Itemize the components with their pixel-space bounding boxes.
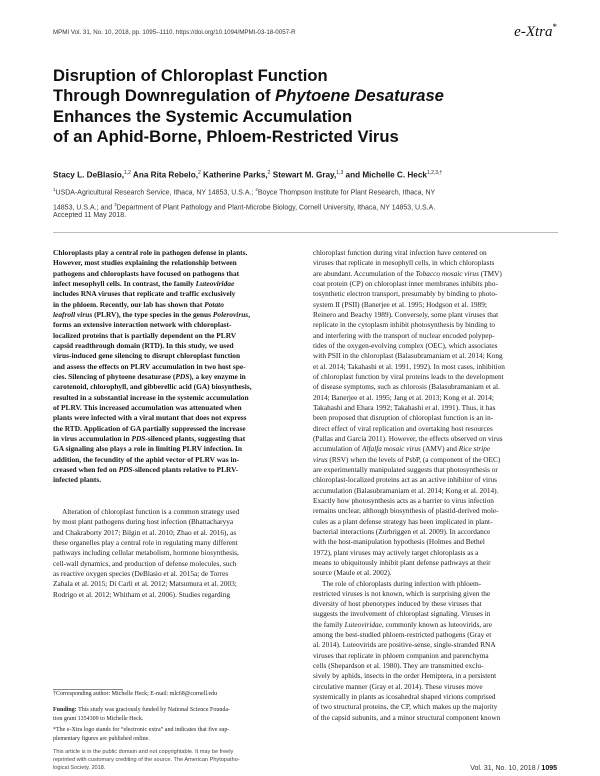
footnote-text: This study was graciously funded by National Science Founda- (76, 707, 231, 713)
page-number: 1095 (541, 765, 557, 772)
footnote-text: tion grant 1354309 to Michelle Heck. (53, 715, 144, 722)
text-line (53, 331, 293, 341)
text-segment: includes RNA viruses that replicate and traffic exclusively (53, 289, 236, 299)
text-line (53, 341, 293, 351)
text-line (313, 506, 558, 516)
title-gene-name: Phytoene Desaturase (275, 86, 444, 106)
accepted-date: Accepted 11 May 2018. (53, 212, 127, 219)
text-line (313, 702, 558, 712)
text-line (313, 444, 558, 454)
text-segment: and interfering with the transport of nuclear encoded polypep- (313, 330, 495, 340)
text-segment: direct effect of viral replication and overtaking host resources (313, 423, 493, 433)
author-name: Stewart M. Gray, (270, 170, 337, 180)
text-segment: tosynthetic electron transport, presumably by binding to photo- (313, 289, 498, 299)
e-xtra-logo (514, 22, 557, 41)
affiliation-text: USDA-Agricultural Research Service, Ithaca, NY 14853, U.S.A.; (55, 189, 256, 197)
text-segment: Reinero and Beachy 1989). Conversely, some plant viruses that (313, 309, 499, 319)
text-segment: plants were infected with a viral mutant that does not express (53, 413, 247, 423)
text-segment: ), a key enzyme in (189, 371, 246, 381)
text-line (53, 310, 293, 320)
author-list (53, 170, 563, 180)
footnote-text: plementary figures are published online. (53, 735, 150, 742)
text-line (53, 372, 293, 382)
footnote-text: †Corresponding author: Michelle Heck; E-mail: mlc68@cornell.edu (53, 691, 218, 697)
funding-label: Funding: (53, 707, 77, 713)
text-segment: cell-wall dynamics, and production of defense molecules, such (53, 558, 237, 568)
text-segment: remains unclear, although biosynthesis of plastid-derived mole- (313, 506, 499, 516)
author-affiliation-mark: 2 (267, 170, 271, 176)
text-segment: cies. Silencing of phytoene desaturase ( (53, 371, 176, 381)
text-segment: Chloroplasts play a central role in pathogen defense in plants. (53, 248, 248, 257)
text-segment: (PLRV), the type species in the genus (92, 309, 213, 319)
footnote-line (53, 706, 293, 715)
text-line (313, 362, 558, 372)
text-segment: -silenced plants relative to PLRV- (132, 464, 239, 474)
text-line (313, 403, 558, 413)
text-segment: circulative manner (Gray et al. 2014). These viruses move (313, 681, 483, 691)
text-line (53, 569, 293, 579)
introduction-left-column (53, 507, 293, 600)
text-segment: accumulation of (313, 444, 363, 454)
italic-term: Alfalfa mosaic virus (362, 444, 421, 454)
text-segment: of PLRV. This increased accumulation was attenuated when (53, 402, 242, 412)
text-segment: accumulation (Balasubramaniam et al. 2014; Kong et al. 2014). (313, 485, 499, 495)
author-name: Stacy L. DeBlasio, (53, 170, 124, 180)
footnote-text: logical Society, 2018. (53, 765, 106, 772)
italic-term: Polerovirus (212, 309, 249, 319)
text-line (313, 455, 558, 465)
text-line (53, 351, 293, 361)
text-line (313, 434, 558, 444)
text-segment: been proposed that disruption of chloroplast function is an in- (313, 413, 494, 423)
text-line (53, 538, 293, 548)
text-segment: Alteration of chloroplast function is a common strategy used (62, 507, 240, 516)
text-segment: and assess the effects on PLRV accumulation in two host spe- (53, 361, 246, 371)
title-line-2 (53, 86, 558, 106)
text-line (53, 517, 293, 527)
text-line (313, 558, 558, 568)
title-line-3: Enhances the Systemic Accumulation (53, 106, 353, 126)
text-line (53, 507, 293, 517)
text-line (53, 279, 293, 289)
text-line (53, 393, 293, 403)
italic-term: PDS (118, 464, 133, 474)
text-segment: with PSII in the chloroplast (Balasubramaniam et al. 2014; Kong (313, 351, 503, 361)
text-line (53, 248, 293, 258)
text-line (53, 528, 293, 538)
text-line (313, 609, 558, 619)
text-segment: of disease symptoms, such as chlorosis (Balasubramaniam et al. (313, 382, 500, 392)
text-segment: as reactive oxygen species (DeBlasio et al. 2015a; de Torres (53, 568, 229, 578)
text-line (313, 320, 558, 330)
title-line-1: Disruption of Chloroplast Function (53, 66, 328, 85)
text-line (313, 331, 558, 341)
italic-term: virus (313, 454, 328, 464)
text-line (313, 310, 558, 320)
text-segment: and Chakraborty 2017; Bilgin et al. 2010; Zhao et al. 2016), as (53, 527, 237, 537)
affiliation-mark: 2 (255, 187, 258, 192)
text-line (53, 579, 293, 589)
text-segment: the family (313, 619, 345, 629)
author-affiliation-mark: 1,2,3,† (426, 170, 443, 176)
text-segment: Takahashi and Ehara 1992; Takahashi et al. 1991). Thus, it has (313, 402, 496, 412)
text-line (313, 651, 558, 661)
e-xtra-note (53, 726, 293, 743)
text-segment: forms an extensive interaction network with chloroplast- (53, 320, 232, 330)
text-segment: capsid readthrough domain (RTD). In this study, we used (53, 340, 234, 350)
text-line (53, 548, 293, 558)
text-segment: of two structural proteins, the CP, which makes up the majority (313, 702, 498, 712)
text-segment: bacterial interactions (Zurbriggen et al. 2009). In accordance (313, 526, 491, 536)
text-segment: resulted in a substantial increase in the systemic accumulation (53, 392, 249, 402)
text-segment: addition, the fecundity of the aphid vector of PLRV was in- (53, 454, 240, 464)
text-segment: of the capsid subunits, and a minor structural component known (313, 712, 501, 722)
author-affiliation-mark: 1,2 (124, 170, 131, 176)
text-line (313, 568, 558, 578)
text-line (313, 682, 558, 692)
text-line (313, 269, 558, 279)
text-line (53, 444, 293, 454)
affiliation-text: Boyce Thompson Institute for Plant Research, Ithaca, NY (257, 189, 436, 197)
text-segment: among the best-studied phloem-restricted pathogens (Gray et (313, 630, 492, 640)
text-line (53, 403, 293, 413)
text-line (313, 351, 558, 361)
author-name: Katherine Parks, (200, 170, 268, 180)
footnote-text: *The e-Xtra logo stands for “electronic extra” and indicates that five sup- (53, 727, 230, 733)
text-segment: GA signaling also plays a role in limiting PLRV infection. In (53, 444, 242, 454)
corresponding-author-note (53, 690, 293, 699)
e-xtra-logo-text: e-Xtra (514, 24, 553, 40)
text-segment: by most plant pathogens during host infection (Bhattacharyya (53, 517, 234, 527)
text-segment: However, most studies explaining the relationship between (53, 258, 237, 268)
affiliation-mark: 3 (114, 201, 117, 207)
text-segment: et al. 2014; Takahashi et al. 1991, 1992). In most cases, inhibition (313, 361, 505, 371)
text-segment: are abundant. Accumulation of the (313, 268, 416, 278)
italic-term: leafroll virus (53, 309, 93, 319)
author-affiliation-mark: 2 (197, 170, 201, 176)
text-segment: (Pallas and García 2011). However, the effects observed on virus (313, 433, 503, 443)
text-segment: , commonly known as luteovirids, are (381, 619, 492, 629)
text-segment: , (248, 309, 251, 319)
text-line (313, 475, 558, 485)
text-line (53, 475, 293, 485)
text-segment: Exactly how photosynthesis acts as a barrier to virus infection (313, 495, 494, 505)
text-segment: diversity of host phenotypes induced by these viruses that (313, 599, 482, 609)
text-segment: pathways including cellular metabolism, hormone biosynthesis, (53, 548, 239, 558)
text-segment: replicate in the cytoplasm inhibit photosynthesis by binding to (313, 320, 495, 330)
text-segment: with the host-manipulation hypothesis (Holmes and Bethel (313, 537, 485, 547)
text-line (313, 372, 558, 382)
text-segment: viruses that replicate in mesophyll cells, in which chloroplasts (313, 258, 495, 268)
e-xtra-logo-mark: * (552, 22, 557, 32)
text-segment: in the phloem. Recently, our lab has shown that (53, 299, 205, 309)
text-line (313, 671, 558, 681)
footer-issue: Vol. 31, No. 10, 2018 / (470, 765, 542, 772)
text-segment: localized proteins that is partially dependent on the PLRV (53, 330, 237, 340)
text-line (53, 362, 293, 372)
text-line (53, 455, 293, 465)
text-segment: (RSV) when the levels of PsbP, (a component of the OEC) (327, 454, 501, 464)
text-line (53, 590, 293, 600)
footnote-text: This article is in the public domain and not copyrightable. It may be freely (53, 749, 234, 755)
title-line-2-text: Through Downregulation of (53, 86, 276, 106)
text-line (313, 661, 558, 671)
text-line (53, 258, 293, 268)
italic-term: PDS (175, 371, 190, 381)
text-segment: tides of the oxygen-evolving complex (OEC), which associates (313, 340, 498, 350)
abstract (53, 248, 293, 486)
text-line (313, 248, 558, 258)
text-segment: restricted viruses is not known, which is surprising given the (313, 588, 491, 598)
text-segment: -silenced plants, suggesting that (145, 433, 246, 443)
text-segment: of chloroplast function by viral proteins leads to the development (313, 371, 504, 381)
italic-term: Rice stripe (458, 444, 491, 454)
text-segment: cules as a plant defense strategy has been implicated in plant- (313, 516, 493, 526)
text-segment: virus-induced gene silencing to disrupt chloroplast function (53, 351, 241, 361)
text-segment: pathogens and chloroplasts have focused on pathogens that (53, 268, 240, 278)
italic-term: Tobacco mosaic virus (415, 268, 479, 278)
funding-note (53, 706, 293, 723)
text-line (53, 289, 293, 299)
text-segment: source (Maule et al. 2002). (313, 568, 392, 578)
text-segment: chloroplast-localized proteins act as an active inhibitor of virus (313, 475, 497, 485)
text-line (313, 393, 558, 403)
text-line (313, 341, 558, 351)
text-line (313, 382, 558, 392)
footnote-text: reprinted with customary crediting of the source. The American Phytopatho- (53, 757, 240, 764)
author-name: and Michelle C. Heck (343, 170, 427, 180)
italic-term: Luteoviridae (344, 619, 382, 629)
affiliation-line-2 (53, 199, 563, 214)
text-segment: infected plants. (53, 475, 102, 485)
text-line (313, 640, 558, 650)
header-divider (53, 232, 558, 233)
text-segment: coat protein (CP) on chloroplast inner membranes inhibits pho- (313, 278, 498, 288)
text-line (313, 527, 558, 537)
text-segment: in virus accumulation in (53, 433, 132, 443)
text-line (53, 434, 293, 444)
text-segment: 1972), plant viruses may actively target chloroplasts as a (313, 547, 479, 557)
text-segment: cells (Shepardson et al. 1980). They are transmitted exclu- (313, 661, 484, 671)
text-line (313, 496, 558, 506)
text-line (53, 413, 293, 423)
journal-citation-header: MPMI Vol. 31, No. 10, 2018, pp. 1095–1110. https://doi.org/10.1094/MPMI-03-18-0057-R (53, 29, 296, 36)
text-segment: systemically in plants as icosahedral shaped virions comprised (313, 692, 496, 702)
text-segment: 2014; Banerjee et al. 1995; Jang et al. 2013; Kong et al. 2014; (313, 392, 494, 402)
text-line (313, 620, 558, 630)
text-line (53, 382, 293, 392)
text-line (313, 579, 558, 589)
italic-term: PDS (131, 433, 146, 443)
text-segment: infect mesophyll cells. In contrast, the family (53, 278, 196, 288)
text-line (53, 269, 293, 279)
text-line (313, 465, 558, 475)
text-segment: the RTD. Application of GA partially suppressed the increase (53, 423, 246, 433)
text-segment: carotenoid, chlorophyll, and gibberellic acid (GA) biosynthesis, (53, 382, 252, 392)
text-segment: sively by aphids, insects in the order Hemiptera, in a persistent (313, 671, 497, 681)
right-column-body (313, 248, 558, 723)
author-name: Ana Rita Rebelo, (130, 170, 198, 180)
text-segment: system II (PSII) (Banerjee et al. 1995; Hodgson et al. 1989; (313, 299, 487, 309)
text-segment: Zabala et al. 2015; Di Carli et al. 2012; Matsumura et al. 2003; (53, 579, 237, 589)
text-line (313, 413, 558, 423)
affiliation-text: 14853, U.S.A.; and (53, 204, 115, 212)
text-line (313, 258, 558, 268)
text-segment: Rodrigo et al. 2012; Whitham et al. 2006). Studies regarding (53, 589, 230, 599)
text-line (53, 320, 293, 330)
text-line (313, 424, 558, 434)
text-segment: viruses that replicate in phloem companion and parenchyma (313, 650, 489, 660)
text-line (313, 289, 558, 299)
text-segment: chloroplast function during viral infection have centered on (313, 248, 487, 257)
text-line (313, 713, 558, 723)
article-title (53, 66, 558, 148)
text-segment: these organelles play a central role in regulating many different (53, 537, 238, 547)
affiliation-line-1 (53, 184, 563, 199)
text-line (53, 424, 293, 434)
text-segment: means to ubiquitously inhibit plant defense pathways at their (313, 557, 491, 567)
text-line (313, 599, 558, 609)
text-line (313, 300, 558, 310)
text-segment: al. 2014). Luteovirids are positive-sense, single-stranded RNA (313, 640, 496, 650)
affiliation-mark: 1 (53, 187, 56, 192)
text-line (313, 486, 558, 496)
italic-term: Potato (204, 299, 224, 309)
affiliations (53, 184, 563, 214)
text-line (53, 559, 293, 569)
italic-term: Luteoviridae (195, 278, 235, 288)
text-line (313, 548, 558, 558)
affiliation-text: Department of Plant Pathology and Plant-Microbe Biology, Cornell University, Ithaca, NY 14853, U.S.A. (116, 204, 436, 212)
text-line (313, 589, 558, 599)
license-note (53, 748, 293, 773)
text-line (313, 517, 558, 527)
text-line (313, 279, 558, 289)
text-line (313, 692, 558, 702)
text-segment: (TMV) (478, 268, 502, 278)
author-affiliation-mark: 1,3 (336, 170, 344, 176)
page-footer (470, 765, 557, 772)
text-line (313, 630, 558, 640)
text-segment: (AMV) and (420, 444, 459, 454)
title-line-4: of an Aphid-Borne, Phloem-Restricted Virus (53, 127, 399, 147)
text-segment: are experimentally manipulated suggests that photosynthesis or (313, 464, 498, 474)
text-line (53, 465, 293, 475)
text-line (53, 300, 293, 310)
text-segment: The role of chloroplasts during infection with phloem- (322, 578, 482, 588)
text-line (313, 537, 558, 547)
text-segment: creased when fed on (53, 464, 119, 474)
text-segment: suggests the involvement of chloroplast signaling. Viruses in (313, 609, 491, 619)
